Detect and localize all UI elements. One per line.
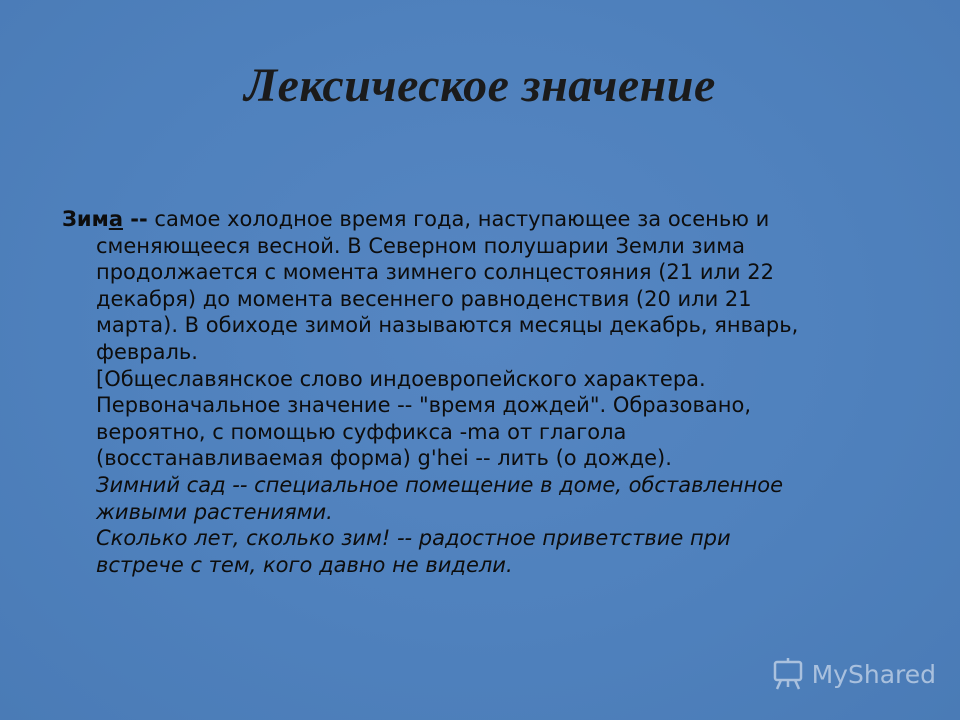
term-stress-letter: а (108, 207, 123, 231)
term-word-start: Зим (62, 207, 109, 231)
myshared-watermark[interactable] (770, 656, 936, 692)
definition-line: марта). В обиходе зимой называются месяцы декабрь, январь, (96, 313, 799, 338)
example-line: Зимний сад -- специальное помещение в доме, обставленное (96, 472, 784, 497)
etymology-line: Первоначальное значение -- "время дождей". Образовано, (96, 393, 752, 418)
definition-line: продолжается с момента зимнего солнцестояния (21 или 22 (96, 260, 774, 285)
etymology-line: (восстанавливаемая форма) g'hei -- лить (о дожде). (96, 446, 672, 471)
example-line: встрече с тем, кого давно не видели. (96, 552, 513, 577)
definition-line: декабря) до момента весеннего равноденствия (20 или 21 (96, 286, 752, 311)
presentation-board-icon (770, 656, 806, 692)
definition-text: самое холодное время года, наступающее за осенью и (147, 207, 770, 231)
definition-line: сменяющееся весной. В Северном полушарии Земли зима (96, 233, 745, 258)
watermark-text: MyShared (811, 659, 936, 689)
term-separator: -- (122, 207, 148, 231)
example-line: живыми растениями. (96, 499, 333, 524)
etymology-line: вероятно, с помощью суффикса -ma от глагола (96, 419, 627, 444)
slide-title: Лексическое значение (244, 59, 716, 112)
etymology-line: [Общеславянское слово индоевропейского характера. (96, 366, 706, 391)
definition-line-1 (62, 206, 902, 233)
slide-body (62, 206, 902, 578)
definition-line: февраль. (96, 339, 198, 364)
example-line: Сколько лет, сколько зим! -- радостное приветствие при (96, 526, 731, 551)
